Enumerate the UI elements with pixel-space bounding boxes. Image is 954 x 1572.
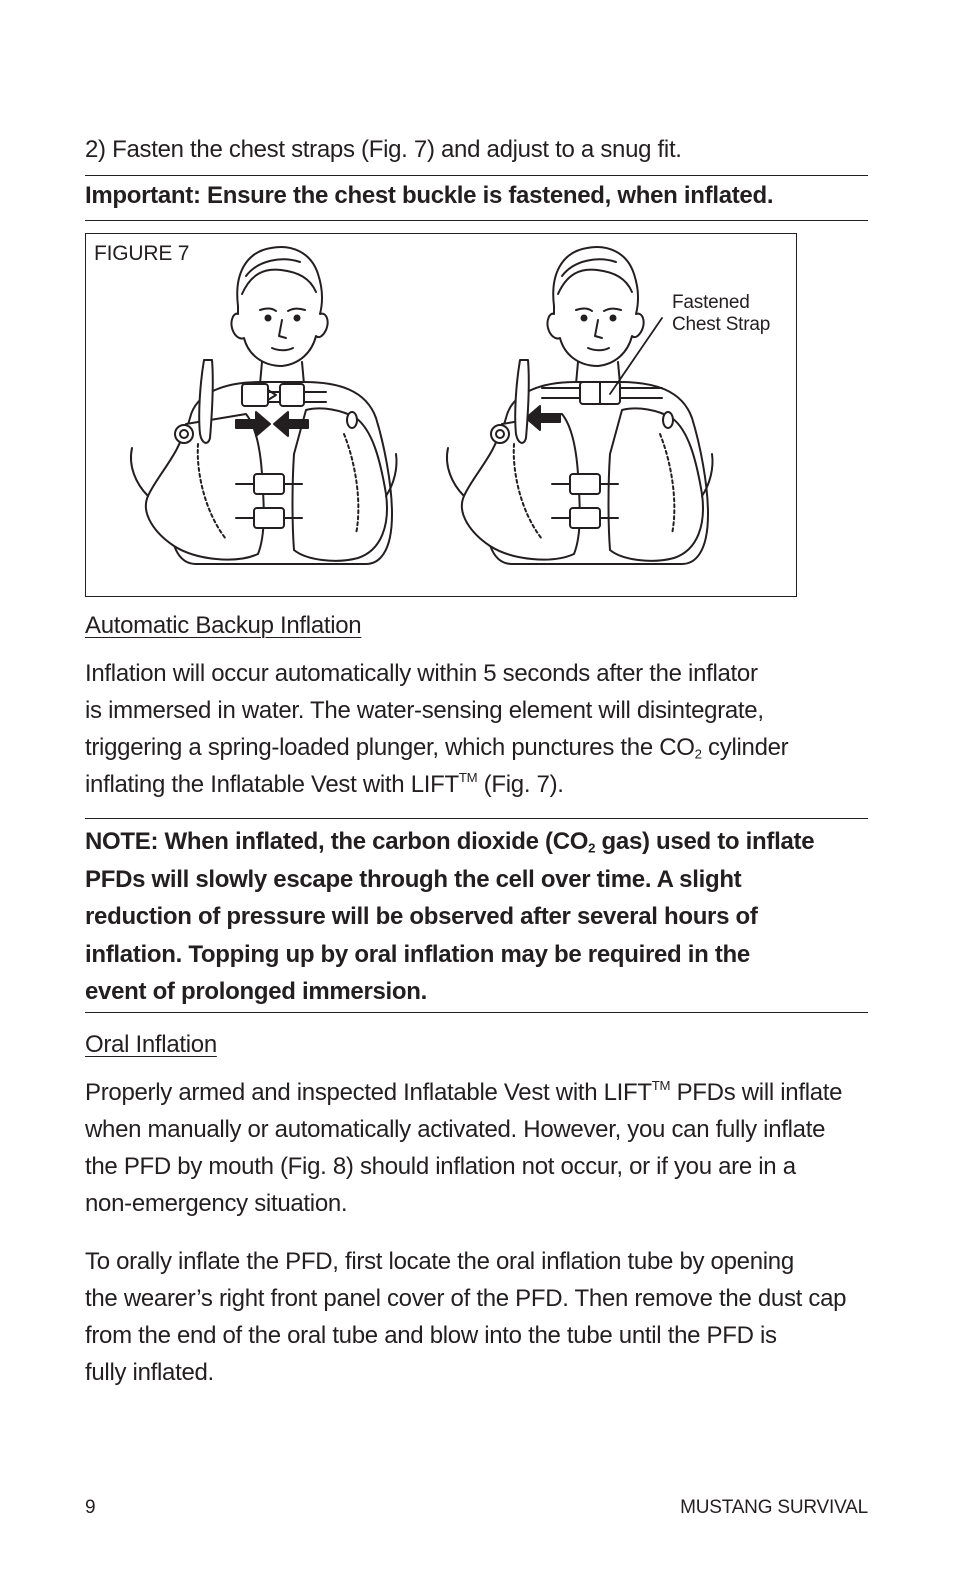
auto-backup-line-2: is immersed in water. The water-sensing element will disintegrate, xyxy=(85,697,764,724)
step-2-text: 2) Fasten the chest straps (Fig. 7) and adjust to a snug fit. xyxy=(85,136,682,163)
auto-backup-line-1: Inflation will occur automatically within 5 seconds after the inflator xyxy=(85,660,758,687)
oral-p1-line-4: non-emergency situation. xyxy=(85,1190,348,1217)
chest-strap-callout xyxy=(672,292,770,336)
divider-important xyxy=(85,220,868,221)
figure-label: FIGURE 7 xyxy=(94,242,190,265)
person-left-illustration xyxy=(131,247,397,564)
note-line-2: PFDs will slowly escape through the cell over time. A slight xyxy=(85,865,742,893)
auto-backup-line-4 xyxy=(85,766,870,803)
oral-p2-line-3: from the end of the oral tube and blow into the tube until the PFD is xyxy=(85,1322,777,1349)
text-segment: Properly armed and inspected Inflatable Vest with LIFT xyxy=(85,1079,652,1106)
auto-backup-heading: Automatic Backup Inflation xyxy=(85,612,362,639)
note-line-1 xyxy=(85,823,870,861)
oral-p2-line-4: fully inflated. xyxy=(85,1359,214,1386)
text-segment: PFDs will inflate xyxy=(670,1079,843,1106)
oral-paragraph-1 xyxy=(85,1074,870,1222)
trademark-superscript: TM xyxy=(458,770,478,786)
divider-note-bottom xyxy=(85,1012,868,1013)
divider-note-top xyxy=(85,818,868,819)
oral-paragraph-2 xyxy=(85,1243,870,1391)
text-segment: (Fig. 7). xyxy=(477,771,564,798)
divider-top xyxy=(85,175,868,176)
footer-brand: MUSTANG SURVIVAL xyxy=(680,1497,868,1518)
oral-p2-line-2: the wearer’s right front panel cover of the PFD. Then remove the dust cap xyxy=(85,1285,847,1312)
figure-7-illustration xyxy=(86,234,796,596)
page-number: 9 xyxy=(85,1497,96,1518)
note-line-5: event of prolonged immersion. xyxy=(85,978,428,1005)
text-segment: gas) used to inflate xyxy=(595,828,815,855)
note-block xyxy=(85,823,870,1011)
text-segment: NOTE: When inflated, the carbon dioxide (CO xyxy=(85,828,589,855)
note-line-3: reduction of pressure will be observed after several hours of xyxy=(85,903,758,930)
important-notice: Important: Ensure the chest buckle is fastened, when inflated. xyxy=(85,182,774,209)
oral-p2-line-1: To orally inflate the PFD, first locate the oral inflation tube by opening xyxy=(85,1248,794,1275)
oral-p1-line-1 xyxy=(85,1074,870,1111)
subscript: 2 xyxy=(588,840,596,856)
callout-line-2: Chest Strap xyxy=(672,314,771,335)
text-segment: cylinder xyxy=(701,734,789,761)
subscript: 2 xyxy=(694,746,702,762)
text-segment: inflating the Inflatable Vest with LIFT xyxy=(85,771,459,798)
oral-p1-line-3: the PFD by mouth (Fig. 8) should inflation not occur, or if you are in a xyxy=(85,1153,796,1180)
callout-line-1: Fastened xyxy=(672,292,750,313)
oral-p1-line-2: when manually or automatically activated. However, you can fully inflate xyxy=(85,1116,826,1143)
auto-backup-paragraph xyxy=(85,655,870,803)
trademark-superscript: TM xyxy=(651,1078,671,1094)
text-segment: triggering a spring-loaded plunger, which punctures the CO xyxy=(85,734,695,761)
oral-inflation-heading: Oral Inflation xyxy=(85,1031,217,1058)
note-line-4: inflation. Topping up by oral inflation may be required in the xyxy=(85,940,750,968)
auto-backup-line-3 xyxy=(85,729,870,766)
